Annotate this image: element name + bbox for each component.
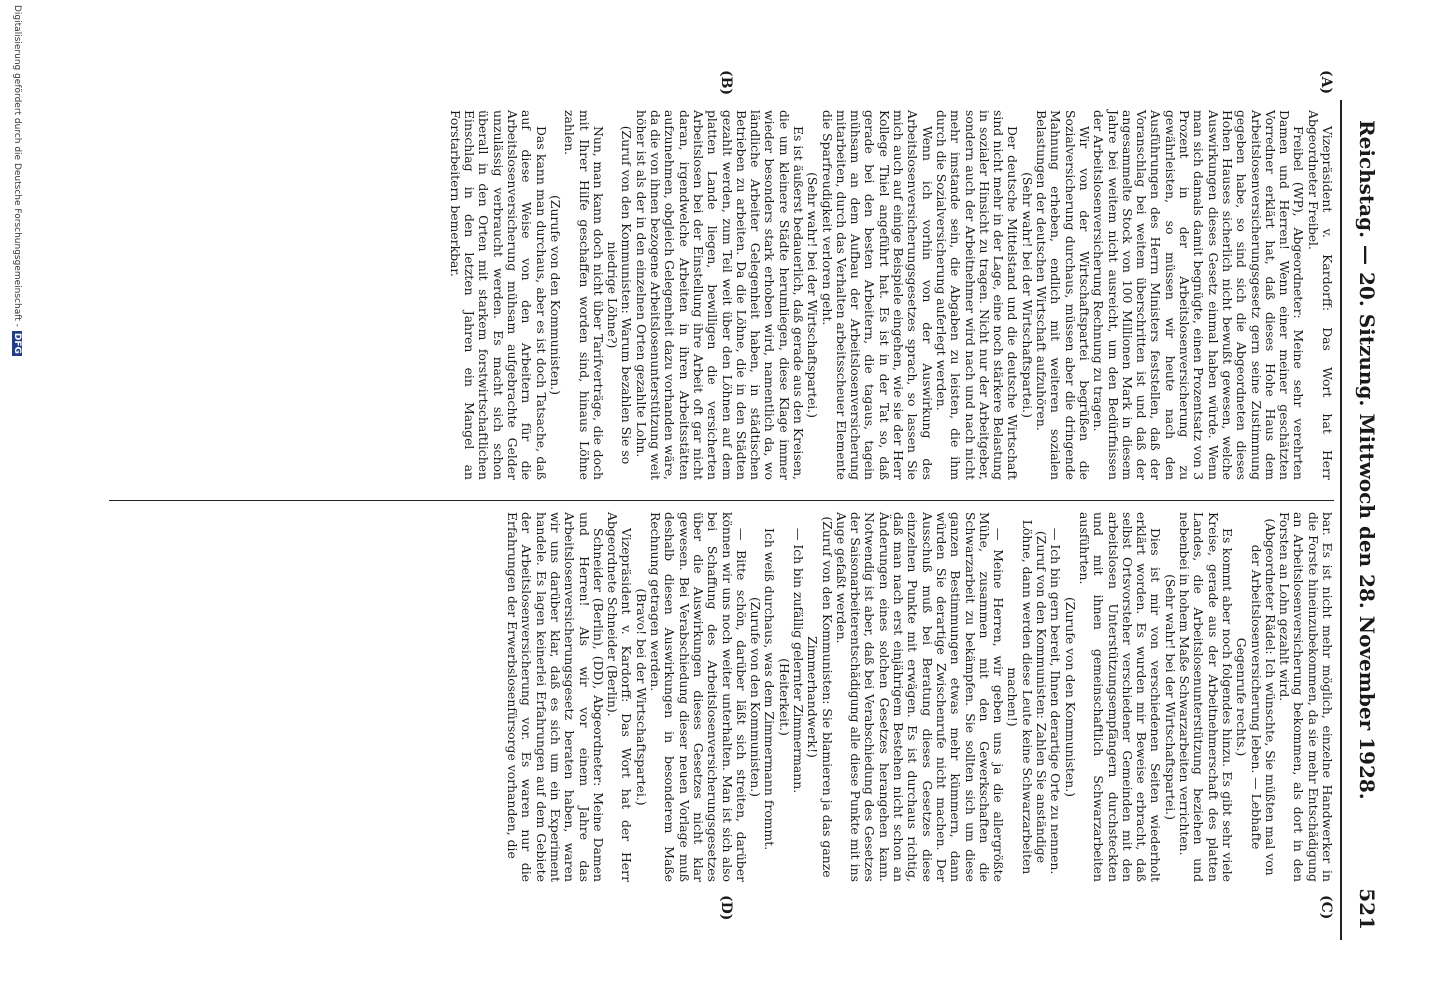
margin-marker-d: (D): [718, 895, 734, 921]
paragraph: Ich weiß durchaus, was dem Zimmermann frommt.: [762, 528, 778, 851]
paragraph: Vizepräsident v. Kardorff: Das Wort hat der Herr Abgeordnete Schneider (Berlin).: [605, 512, 635, 882]
credit-text: Digitalisierung gefördert durch die Deutsche Forschungsgemeinschaft -: [12, 5, 22, 327]
paragraph: — Ich bin zufällig gelernter Zimmermann.: [791, 528, 807, 794]
paragraph: Freibel (WP), Abgeordneter: Meine sehr verehrten Damen und Herren! Wenn einer meiner geschätzten Vorredner erklärt hat, daß dieses Hohe Haus dem Arbeitslosenversicherungsgesetz gern seine Zustimmung gegeben habe, so sind sich die Abgeordneten dieses Hohen Hauses sicherlich nicht bewußt gewesen, welche Auswirkungen dieses Gesetz einmal haben würde. Wenn man sich damals damit begnügte, einen Prozentsatz von 3 Prozent in der Arbeitslosenversicherung zu gewährleisten, so müssen wir heute nach den Ausführungen des Herrn Ministers feststellen, daß der Voranschlag bei weitem überschritten ist und daß der angesammelte Stock von 100 Millionen Mark in diesem Jahre bei weitem nicht ausreicht, um den Bedürfnissen der Arbeitslosenversicherung Rechnung zu tragen.: [1091, 110, 1307, 480]
interjection: (Sehr wahr! bei der Wirtschaftspartei.): [1162, 574, 1178, 820]
paragraph: Es kommt aber noch folgendes hinzu. Es gibt sehr viele Kreise, gerade aus der Arbeitnehmerschaft des platten Landes, die Arbeitslosenunterstützung beziehen und nebenbei in hohem Maße Schwarzarbeiten verrichten.: [1177, 512, 1235, 882]
interjection: (Sehr wahr! bei der Wirtschaftspartei.): [805, 172, 821, 418]
paragraph: Wir von der Wirtschaftspartei begrüßen die Sozialversicherung durchaus, müssen aber die dringende Mahnung erheben, endlich mit weiteren sozialen Belastungen der deutschen Wirtschaft aufzuhören.: [1034, 110, 1092, 480]
interjection: (Zurufe von den Kommunisten.): [547, 195, 563, 395]
paragraph: Es ist äußerst bedauerlich, daß gerade aus den Kreisen, die um kleinere Städte herumliegen, diese Klage immer wieder besonders stark erhoben wird, namentlich da, wo ländliche Arbeiter Gelegenheit haben, in städtischen Betrieben zu arbeiten. Da die Löhne, die in den Städten gezahlt werden, zum Teil weit über den Löhnen auf dem platten Lande liegen, bewilligen die versicherten Arbeitslosen bei der Einstellung ihre Arbeit oft gar nicht daran, irgendwelche Arbeiten in ihren Arbeitsstätten aufzunehmen, obgleich Gelegenheit dazu vorhanden wäre, da die von ihnen bezogene Arbeitslosenunterstützung weit höher ist als der in den einzelnen Orten gezahlte Lohn.: [633, 110, 807, 481]
interjection: (Zurufe von den Kommunisten.): [748, 597, 764, 797]
margin-marker-c: (C): [1318, 895, 1334, 920]
interjection: (Zuruf von den Kommunisten: Sie blamieren ja das ganze Zimmerhandwerk!): [805, 516, 835, 878]
paragraph: — Meine Herren, wir geben uns ja die allergrößte Mühe, zusammen mit den Gewerkschaften die Schwarzarbeit zu bekämpfen. Sie sollten sich um diese ganzen Bestimmungen etwas mehr kümmern, dann würden Sie derartige Zwischenrufe nicht machen. Der Ausschuß muß bei Beratung dieses Gesetzes diese einzelnen Punkte mit erwägen. Es ist durchaus richtig, daß man nach erst einjährigem Bestehen nicht schon an Änderungen eines solchen Gesetzes herangehen kann. Notwendig ist aber, daß bei Verabschiedung des Gesetzes der Saisonarbeiterentschädigung alle diese Punkte mit ins Auge gefaßt werden.: [833, 512, 1007, 882]
margin-marker-a: (A): [1318, 70, 1334, 95]
page-number: 521: [1355, 888, 1379, 930]
page-header: [1349, 120, 1379, 930]
paragraph: — Bitte schön, darüber läßt sich streiten, darüber können wir uns noch weiter unterhalten. Man ist sich also bei Schaffung des Arbeitslosenversicherungsgesetzes über die Auswirkungen dieses Gesetzes nicht klar gewesen. Bei Verabschiedung dieser neuen Vorlage muß deshalb diesen Auswirkungen in besonderem Maße Rechnung getragen werden.: [648, 512, 749, 882]
interjection: (Zuruf von den Kommunisten: Zahlen Sie anständige Löhne, dann werden diese Leute keine Schwarzarbeiten machen!): [1005, 519, 1050, 875]
paragraph: — Ich bin gern bereit, Ihnen derartige Orte zu nennen.: [1048, 528, 1064, 875]
interjection: (Sehr wahr! bei der Wirtschaftspartei.): [1019, 172, 1035, 418]
paragraph: Nun, man kann doch nicht über Tarifverträge, die doch mit Ihrer Hilfe geschaffen worden sind, hinaus Löhne zahlen.: [562, 110, 606, 480]
header-title: Reichstag. — 20. Sitzung. Mittwoch den 28. November 1928.: [1355, 120, 1379, 800]
paragraph: Wenn ich vorhin von der Auswirkung des Arbeitslosenversicherungsgesetzes sprach, so lassen Sie mich auch auf einige Beispiele eingehen, wie sie der Herr Kollege Thiel angeführt hat. Es ist in der Tat so, daß gerade bei den besten Arbeitern, die tagaus, tagein mühsam an dem Aufbau der Arbeitslosenversicherung mitarbeiten, durch das Verhalten arbeitsscheuer Elemente die Sparfreudigkeit verloren geht.: [819, 110, 935, 480]
interjection: (Zuruf von den Kommunisten: Warum bezahlen Sie so niedrige Löhne?): [605, 125, 635, 465]
margin-marker-b: (B): [718, 70, 734, 96]
digitization-credit: [12, 5, 22, 356]
right-column: [505, 512, 1334, 882]
interjection: (Heiterkeit.): [776, 658, 792, 736]
paragraph: Schneider (Berlin), (DD), Abgeordneter: Meine Damen und Herren! Als wir vor einem Jahre das Arbeitslosenversicherungsgesetz beraten haben, waren wir uns darüber klar, daß es sich um ein Experiment handele. Es lagen keinerlei Erfahrungen auf dem Gebiete der Arbeitslosenversicherung vor. Es waren nur die Erfahrungen der Erwerbslosenfürsorge vorhanden, die: [505, 512, 606, 882]
left-column: [448, 110, 1334, 480]
interjection: (Bravo! bei der Wirtschaftspartei.): [633, 588, 649, 806]
header-rule: [1340, 100, 1342, 940]
paragraph: Vizepräsident v. Kardorff: Das Wort hat Herr Abgeordneter Freibel.: [1305, 110, 1335, 480]
paragraph: Dies ist mir von verschiedenen Seiten wiederholt erklärt worden. Es wurden mir Beweise erbracht, daß selbst Ortsvorsteher verschiedener Gemeinden mit den arbeitslosen Unterstützungsempfängern durchsteckten und mit ihnen gemeinschaftlich Schwarzarbeiten ausführten.: [1076, 512, 1164, 882]
paragraph: Das kann man durchaus, aber es ist doch Tatsache, daß auf diese Weise von den Arbeitern für die Arbeitslosenversicherung mühsam aufgebrachte Gelder unzulässig verbraucht werden. Es macht sich schon überall in den Orten mit starkem forstwirtschaftlichen Einschlag in den letzten Jahren ein Mangel an Forstarbeitern bemerkbar.: [447, 110, 549, 480]
paragraph: bar. Es ist nicht mehr möglich, einzelne Handwerker in die Forste hineinzubekommen, da sie mehr Entschädigung an Arbeitslosenversicherung bekommen, als dort in den Forsten an Lohn gezahlt wird.: [1277, 512, 1335, 882]
interjection: (Abgeordneter Rädel: Ich wünschte, Sie müßten mal von der Arbeitslosenversicherung leben. — Lebhafte Gegenrufe rechts.): [1234, 518, 1278, 876]
interjection: (Zurufe von den Kommunisten.): [1062, 597, 1078, 797]
dfg-logo: DFG: [12, 332, 22, 354]
column-divider: [109, 500, 1334, 501]
paragraph: Der deutsche Mittelstand und die deutsche Wirtschaft sind nicht mehr in der Lage, eine noch stärkere Belastung in sozialer Hinsicht zu tragen. Nicht nur der Arbeitgeber, sondern auch der Arbeitnehmer wird nach und nach nicht mehr imstande sein, die Abgaben zu leisten, die ihm durch die Sozialversicherung auferlegt werden.: [933, 110, 1021, 480]
